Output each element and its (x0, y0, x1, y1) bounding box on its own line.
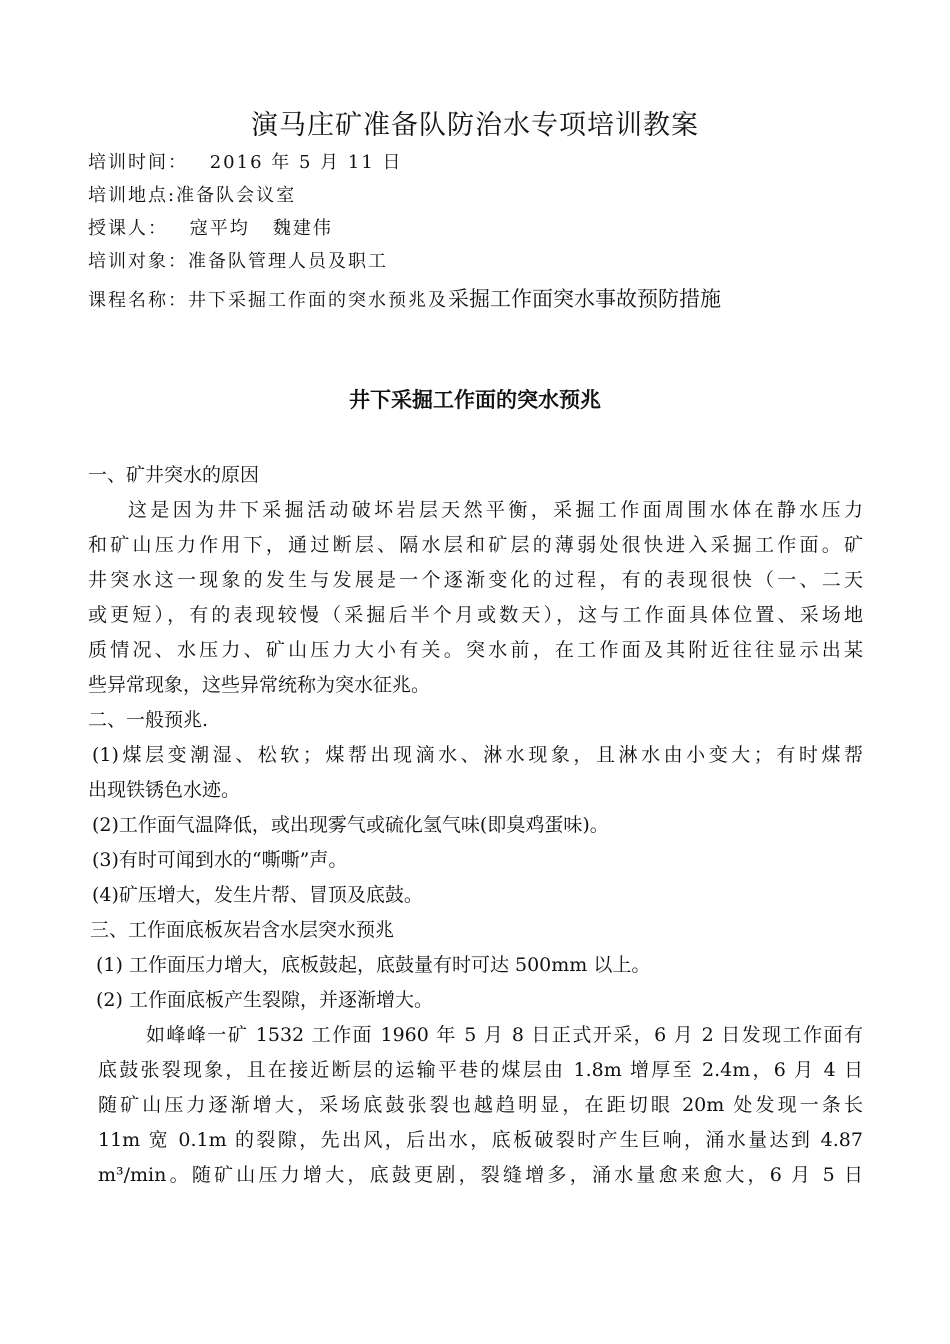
document-title: 演马庄矿准备队防治水专项培训教案 (251, 110, 699, 141)
list-item: (2) 工作面底板产生裂隙，并逐渐增大。 (96, 989, 433, 1011)
example-line: 11m 宽 0.1m 的裂隙，先出风，后出水，底板破裂时产生巨响，涌水量达到 4.87 (98, 1129, 863, 1151)
paragraph-line: 些异常现象，这些异常统称为突水征兆。 (88, 674, 431, 696)
paragraph-line: 和矿山压力作用下，通过断层、隔水层和矿层的薄弱处很快进入采掘工作面。矿 (88, 534, 863, 556)
training-place: 培训地点:准备队会议室 (88, 185, 297, 206)
training-audience: 培训对象：准备队管理人员及职工 (88, 251, 388, 272)
example-line: m³/min。随矿山压力增大，底鼓更剧，裂缝增多，涌水量愈来愈大，6 月 5 日 (98, 1164, 863, 1186)
teacher (88, 214, 333, 240)
list-item: (1) 工作面压力增大，底板鼓起，底鼓量有时可达 500mm 以上。 (96, 954, 651, 976)
course-name-tail: 采掘工作面突水事故预防措施 (448, 287, 721, 311)
course-name (88, 283, 721, 313)
example-line: 随矿山压力逐渐增大，采场底鼓张裂也越趋明显，在距切眼 20m 处发现一条长 (98, 1094, 863, 1116)
list-item: (4)矿压增大，发生片帮、冒顶及底鼓。 (92, 884, 423, 906)
teacher-label: 授课人： (88, 218, 168, 239)
heading-cause: 一、矿井突水的原因 (88, 464, 260, 486)
paragraph-line: 质情况、水压力、矿山压力大小有关。突水前，在工作面及其附近往往显示出某 (88, 639, 863, 661)
teacher-value: 寇平均 魏建伟 (189, 218, 333, 239)
list-item: (3)有时可闻到水的“嘶嘶”声。 (92, 849, 348, 871)
paragraph-line: 井突水这一现象的发生与发展是一个逐渐变化的过程，有的表现很快（一、二天 (88, 569, 863, 591)
list-item: (2)工作面气温降低，或出现雾气或硫化氢气味(即臭鸡蛋味)。 (92, 814, 609, 836)
paragraph-line: 或更短），有的表现较慢（采掘后半个月或数天），这与工作面具体位置、采场地 (88, 604, 863, 626)
heading-floor-limestone: 三、工作面底板灰岩含水层突水预兆 (90, 919, 395, 941)
training-time-label: 培训时间： (88, 152, 188, 173)
course-name-label: 课程名称：井下采掘工作面的突水预兆及 (88, 290, 448, 311)
training-time (88, 148, 403, 174)
paragraph-line: 这是因为井下采掘活动破坏岩层天然平衡，采掘工作面周围水体在静水压力 (128, 499, 863, 521)
example-line: 如峰峰一矿 1532 工作面 1960 年 5 月 8 日正式开采，6 月 2 日发现工作面有 (146, 1024, 863, 1046)
list-item-continued: 出现铁锈色水迹。 (88, 779, 241, 801)
example-line: 底鼓张裂现象，且在接近断层的运输平巷的煤层由 1.8m 增厚至 2.4m，6 月 4 日 (98, 1059, 863, 1081)
list-item: (1)煤层变潮湿、松软；煤帮出现滴水、淋水现象，且淋水由小变大；有时煤帮 (92, 744, 863, 766)
section-title: 井下采掘工作面的突水预兆 (349, 388, 601, 412)
heading-general-signs: 二、一般预兆. (88, 709, 209, 731)
training-time-value: 2016 年 5 月 11 日 (209, 152, 403, 173)
